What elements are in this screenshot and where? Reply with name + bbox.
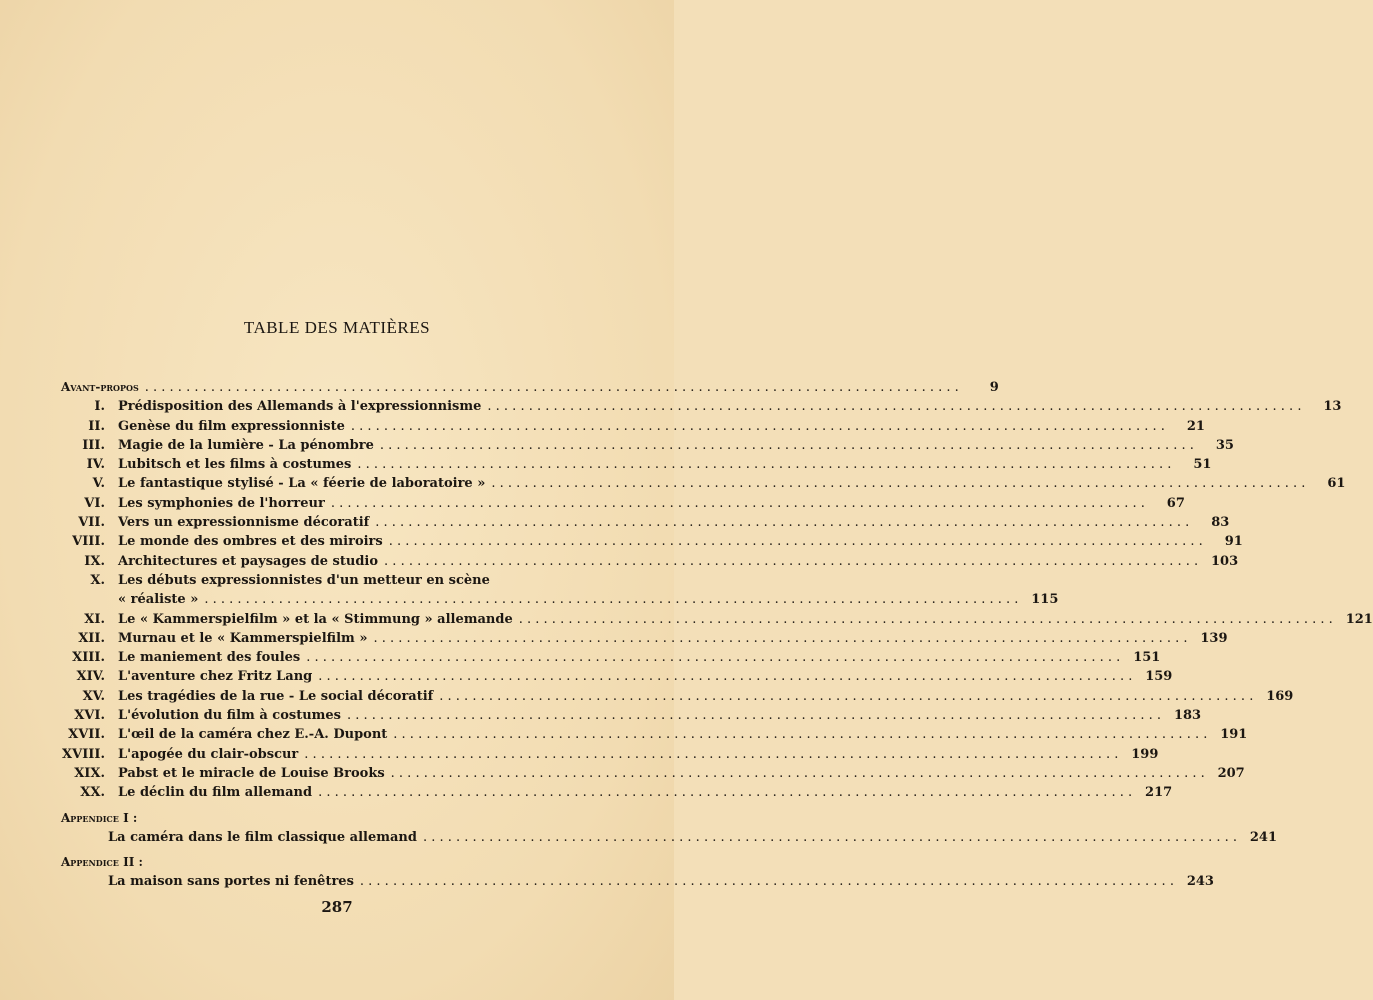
toc-entry-continuation bbox=[61, 590, 1059, 609]
toc-entry bbox=[61, 552, 1239, 571]
toc-entry-text: Avant-propos bbox=[61, 380, 139, 394]
chapter-title: Pabst et le miracle de Louise Brooks bbox=[118, 765, 385, 781]
chapter-number: XX. bbox=[80, 785, 105, 801]
toc-entry bbox=[61, 417, 1205, 436]
toc-entry bbox=[61, 474, 1346, 493]
leader-dots bbox=[318, 667, 1132, 686]
chapter-page: 207 bbox=[1217, 765, 1245, 781]
leader-dots bbox=[391, 764, 1205, 783]
toc-entry bbox=[61, 455, 1212, 474]
appendix-page: 241 bbox=[1249, 829, 1278, 845]
toc-entry-appendix bbox=[61, 828, 1278, 847]
chapter-number: I. bbox=[94, 399, 105, 415]
toc-entry bbox=[61, 397, 1342, 416]
chapter-number: V. bbox=[92, 476, 105, 492]
appendix-label: Appendice II : bbox=[61, 855, 143, 870]
chapter-title: Le « Kammerspielfilm » et la « Stimmung » allemande bbox=[118, 611, 513, 627]
chapter-number: XVIII. bbox=[62, 746, 105, 762]
chapter-title: Les symphonies de l'horreur bbox=[118, 495, 325, 511]
toc-entry bbox=[61, 436, 1234, 455]
chapter-page: 91 bbox=[1224, 534, 1243, 550]
chapter-page: 115 bbox=[1031, 592, 1059, 608]
chapter-number: III. bbox=[82, 437, 105, 453]
toc-entry bbox=[61, 706, 1202, 725]
table-of-contents bbox=[61, 378, 1373, 892]
leader-dots bbox=[491, 474, 1305, 493]
appendix-title: La caméra dans le film classique allemand bbox=[108, 829, 417, 845]
chapter-number: X. bbox=[90, 572, 105, 588]
toc-entry-page: 9 bbox=[989, 380, 999, 395]
chapter-title: L'apogée du clair-obscur bbox=[118, 746, 299, 762]
chapter-page: 103 bbox=[1210, 553, 1239, 569]
chapter-page: 13 bbox=[1323, 399, 1342, 415]
leader-dots bbox=[304, 745, 1118, 764]
leader-dots bbox=[375, 513, 1189, 532]
toc-entry bbox=[61, 667, 1173, 686]
leader-dots bbox=[204, 590, 1018, 609]
chapter-title: Murnau et le « Kammerspielfilm » bbox=[118, 630, 368, 646]
toc-entry bbox=[61, 725, 1248, 744]
chapter-page: 51 bbox=[1193, 457, 1212, 473]
leader-dots bbox=[439, 687, 1253, 706]
leader-dots bbox=[318, 783, 1132, 802]
leader-dots bbox=[393, 725, 1207, 744]
chapter-number: XII. bbox=[78, 630, 105, 646]
chapter-number: XVI. bbox=[74, 708, 105, 724]
chapter-title: Prédisposition des Allemands à l'expressionnisme bbox=[118, 399, 482, 415]
chapter-title: Le fantastique stylisé - La « féerie de laboratoire » bbox=[118, 476, 486, 492]
chapter-page: 199 bbox=[1131, 746, 1159, 762]
toc-entry bbox=[61, 571, 566, 590]
page-title: TABLE DES MATIÈRES bbox=[243, 318, 431, 337]
chapter-page: 35 bbox=[1215, 437, 1234, 453]
chapter-page: 169 bbox=[1266, 688, 1294, 704]
appendix-heading bbox=[61, 853, 566, 872]
chapter-page: 21 bbox=[1186, 418, 1205, 434]
appendix-label: Appendice I : bbox=[61, 810, 138, 825]
chapter-page: 121 bbox=[1345, 611, 1373, 627]
chapter-title: Les débuts expressionnistes d'un metteur en scène bbox=[118, 572, 490, 588]
chapter-page: 217 bbox=[1145, 785, 1173, 801]
chapter-title: Architectures et paysages de studio bbox=[118, 553, 379, 569]
chapter-page: 83 bbox=[1211, 515, 1230, 531]
chapter-title: Vers un expressionnisme décoratif bbox=[118, 515, 370, 531]
leader-dots bbox=[357, 455, 1171, 474]
page-number: 287 bbox=[321, 898, 353, 916]
leader-dots bbox=[145, 378, 959, 397]
chapter-number: XIII. bbox=[72, 650, 105, 666]
appendix-title: La maison sans portes ni fenêtres bbox=[108, 874, 354, 890]
leader-dots bbox=[351, 417, 1165, 436]
appendix-heading bbox=[61, 809, 566, 828]
leader-dots bbox=[389, 532, 1203, 551]
chapter-title: Le maniement des foules bbox=[118, 650, 301, 666]
toc-entry bbox=[61, 629, 1228, 648]
chapter-page: 191 bbox=[1220, 727, 1248, 743]
chapter-title: L'œil de la caméra chez E.-A. Dupont bbox=[118, 727, 388, 743]
chapter-number: XI. bbox=[84, 611, 105, 627]
chapter-page: 159 bbox=[1145, 669, 1173, 685]
leader-dots bbox=[423, 828, 1237, 847]
chapter-number: XIV. bbox=[76, 669, 105, 685]
leader-dots bbox=[519, 610, 1333, 629]
chapter-title: L'évolution du film à costumes bbox=[118, 708, 341, 724]
toc-entry bbox=[61, 648, 1161, 667]
chapter-number: II. bbox=[88, 418, 105, 434]
leader-dots bbox=[331, 494, 1145, 513]
chapter-number: IV. bbox=[86, 457, 105, 473]
chapter-page: 67 bbox=[1166, 495, 1185, 511]
toc-entry bbox=[61, 513, 1230, 532]
appendix-page: 243 bbox=[1186, 874, 1214, 890]
toc-entry-avant-propos bbox=[61, 378, 999, 397]
chapter-page: 183 bbox=[1173, 708, 1202, 724]
chapter-title: Le monde des ombres et des miroirs bbox=[118, 534, 383, 550]
leader-dots bbox=[487, 397, 1301, 416]
toc-entry bbox=[61, 745, 1159, 764]
leader-dots bbox=[306, 648, 1120, 667]
chapter-number: IX. bbox=[84, 553, 105, 569]
toc-entry bbox=[61, 783, 1173, 802]
leader-dots bbox=[360, 872, 1174, 891]
chapter-number: XV. bbox=[82, 688, 105, 704]
chapter-page: 139 bbox=[1200, 630, 1228, 646]
toc-entry bbox=[61, 687, 1294, 706]
chapter-title: L'aventure chez Fritz Lang bbox=[118, 669, 313, 685]
chapter-number: VI. bbox=[84, 495, 105, 511]
chapter-number: VIII. bbox=[72, 534, 105, 550]
toc-entry-appendix bbox=[61, 872, 1214, 891]
leader-dots bbox=[380, 436, 1194, 455]
chapter-title: Magie de la lumière - La pénombre bbox=[118, 437, 374, 453]
chapter-title: Le déclin du film allemand bbox=[118, 785, 313, 801]
toc-entry bbox=[61, 610, 1373, 629]
toc-entry bbox=[61, 764, 1245, 783]
chapter-number: XVII. bbox=[68, 727, 105, 743]
chapter-number: XIX. bbox=[74, 765, 105, 781]
chapter-title-continued: « réaliste » bbox=[118, 592, 199, 608]
chapter-page: 61 bbox=[1327, 476, 1346, 492]
leader-dots bbox=[384, 552, 1198, 571]
chapter-page: 151 bbox=[1133, 650, 1161, 666]
chapter-title: Genèse du film expressionniste bbox=[118, 418, 345, 434]
leader-dots bbox=[347, 706, 1161, 725]
toc-entry bbox=[61, 532, 1243, 551]
toc-entry bbox=[61, 494, 1185, 513]
chapter-title: Les tragédies de la rue - Le social décoratif bbox=[118, 688, 434, 704]
leader-dots bbox=[373, 629, 1187, 648]
chapter-number: VII. bbox=[78, 515, 105, 531]
chapter-title: Lubitsch et les films à costumes bbox=[118, 457, 352, 473]
